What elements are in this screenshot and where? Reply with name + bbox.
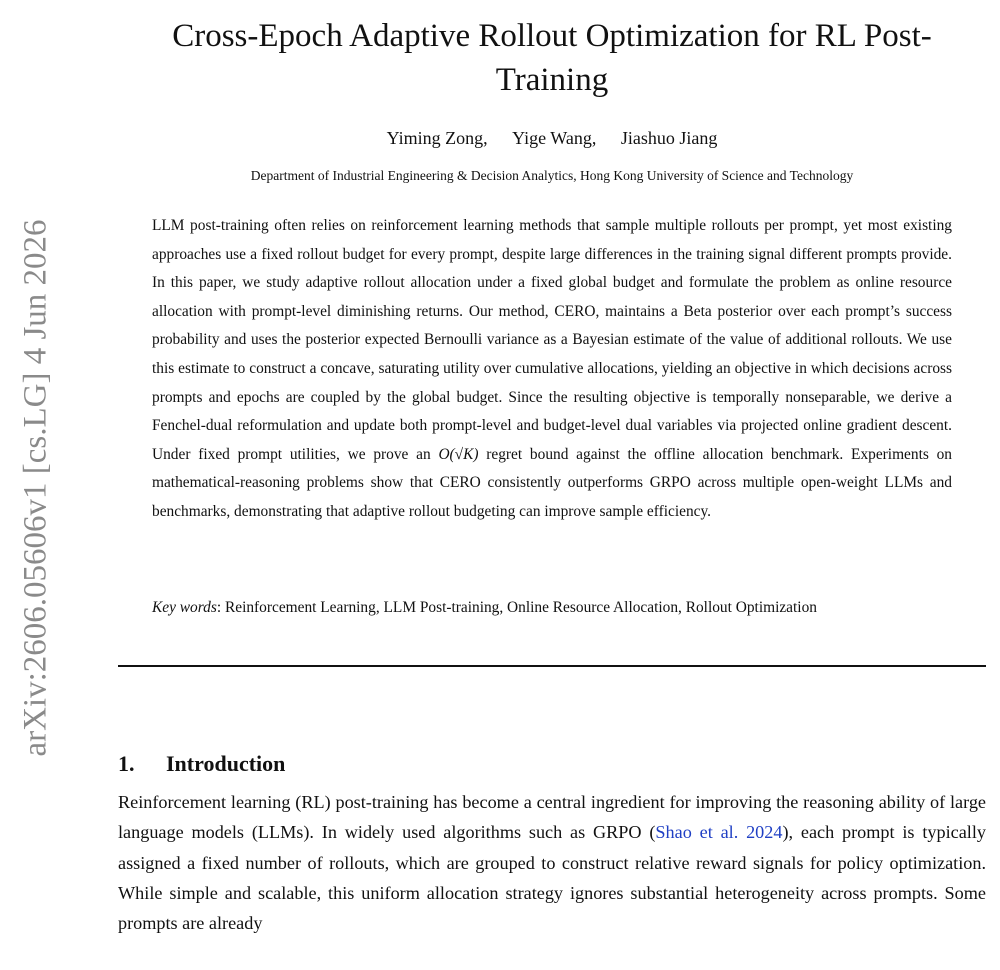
section-divider: [118, 665, 986, 667]
section-heading: [118, 748, 285, 780]
author-name: Yige Wang,: [512, 128, 597, 148]
author-name: Jiashuo Jiang: [620, 128, 718, 148]
keywords-separator: :: [216, 599, 225, 616]
intro-text: Reinforcement learning (RL) post-training has become a central ingredient for improving the reasoning ability of large language models (LLMs). In widely used algorithms such as GRPO (: [118, 792, 986, 843]
intro-paragraph: [118, 787, 986, 938]
citation-link[interactable]: Shao et al. 2024: [655, 822, 783, 843]
abstract-text: regret bound against the offline allocation benchmark. Experiments on mathematical-reasoning problems show that CERO consistently outperforms GRPO across multiple open-weight LLMs and benchmarks, demonstrating that adaptive rollout budgeting can improve sample efficiency.: [152, 445, 952, 520]
abstract: [152, 212, 952, 527]
keywords-label: Key words: [152, 599, 217, 616]
paper-title: Cross-Epoch Adaptive Rollout Optimization for RL Post-Training: [172, 18, 932, 98]
keywords-text: Reinforcement Learning, LLM Post-training, Online Resource Allocation, Rollout Optimization: [224, 599, 817, 616]
section-number: 1.: [118, 751, 135, 776]
section-title: Introduction: [166, 751, 286, 776]
abstract-text: LLM post-training often relies on reinforcement learning methods that sample multiple rollouts per prompt, yet most existing approaches use a fixed rollout budget for every prompt, despite large differences in the training signal different prompts provide. In this paper, we study adaptive rollout allocation under a fixed global budget and formulate the problem as online resource allocation with prompt-level diminishing returns. Our method, CERO, maintains a Beta posterior over each prompt’s success probability and uses the posterior expected Bernoulli variance as a Bayesian estimate of the value of additional rollouts. We use this estimate to construct a concave, saturating utility over cumulative allocations, yielding an objective in which decisions across prompts and epochs are coupled by the global budget. Since the resulting objective is temporally nonseparable, we derive a Fenchel-dual reformulation and update both prompt-level and budget-level dual variables via projected online gradient descent. Under fixed prompt utilities, we prove an: [152, 217, 952, 463]
author-affiliation: Department of Industrial Engineering & Decision Analytics, Hong Kong University of Science and Technology: [250, 168, 854, 183]
author-list: [118, 126, 986, 150]
author-name: Yiming Zong,: [386, 128, 488, 148]
keywords: [152, 594, 952, 623]
arxiv-identifier-stamp: arXiv:2606.05606v1 [cs.LG] 4 Jun 2026: [17, 219, 54, 757]
intro-text: ), each prompt is typically assigned a fixed number of rollouts, which are grouped to construct relative reward signals for policy optimization. While simple and scalable, this uniform allocation strategy ignores substantial heterogeneity across prompts. Some prompts are already: [118, 822, 986, 934]
regret-bound-math: O(√K): [438, 445, 479, 463]
